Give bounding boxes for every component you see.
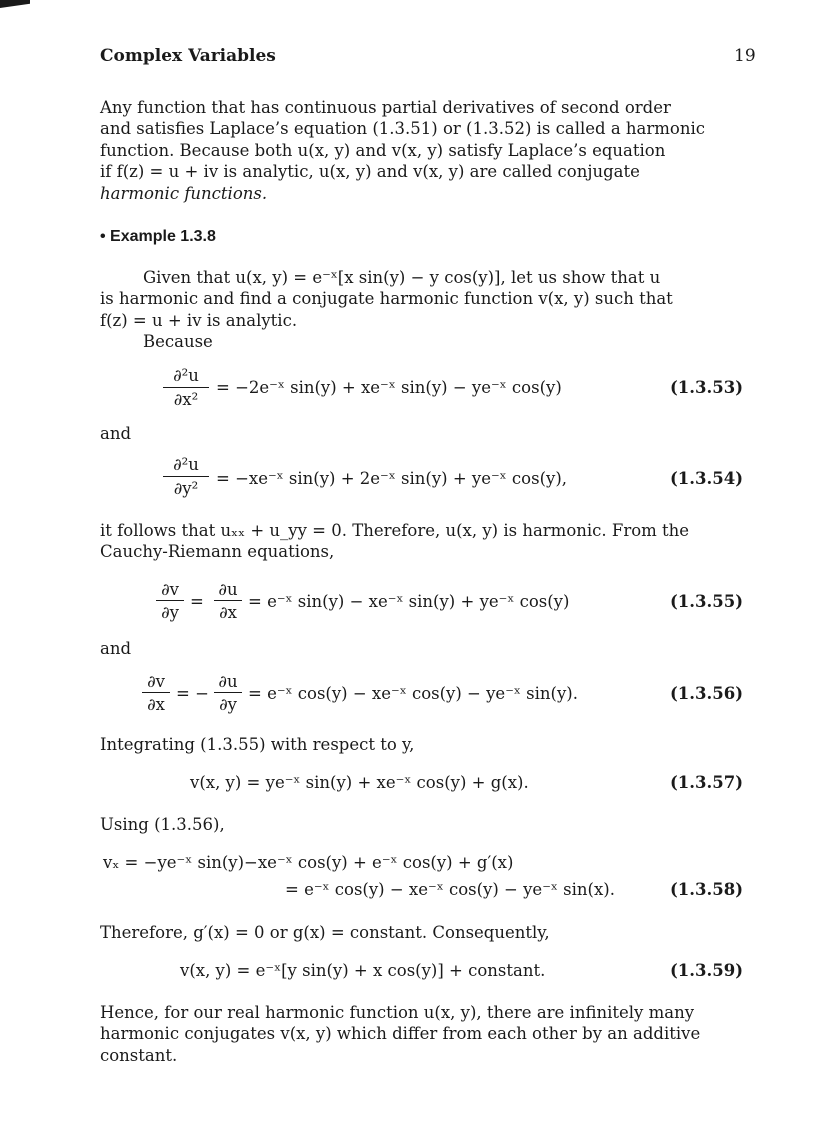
because-text: Because	[143, 332, 213, 351]
intro-line-1: Any function that has continuous partial derivatives of second order	[100, 98, 671, 117]
given-line-1: Given that u(x, y) = e⁻ˣ[x sin(y) − y cos(y)], let us show that u	[143, 268, 661, 287]
eq58-line-1: vₓ = −ye⁻ˣ sin(y)−xe⁻ˣ cos(y) + e⁻ˣ cos(y) + g′(x)	[103, 853, 514, 872]
eq55-dv: ∂v	[161, 580, 179, 599]
eq55-du: ∂u	[218, 580, 238, 599]
eq56-dx: ∂x	[147, 695, 165, 714]
eq54-number: (1.3.54)	[670, 469, 744, 488]
therefore-text: Therefore, g′(x) = 0 or g(x) = constant. Consequently,	[100, 923, 550, 942]
eq55-bar-2	[214, 600, 242, 601]
eq57-text: v(x, y) = ye⁻ˣ sin(y) + xe⁻ˣ cos(y) + g(x).	[190, 773, 529, 792]
eq53-rhs: = −2e⁻ˣ sin(y) + xe⁻ˣ sin(y) − ye⁻ˣ cos(y)	[216, 378, 562, 397]
eq58-line-2: = e⁻ˣ cos(y) − xe⁻ˣ cos(y) − ye⁻ˣ sin(x).	[285, 880, 615, 899]
and-text-2: and	[100, 639, 132, 658]
eq57-number: (1.3.57)	[670, 773, 744, 792]
eq53-fraction-bar	[163, 387, 209, 388]
eq55-dy: ∂y	[161, 603, 179, 622]
eq56-bar-2	[214, 692, 242, 693]
closing-line-3: constant.	[100, 1046, 178, 1065]
intro-line-5: harmonic functions.	[100, 184, 268, 203]
eq59-number: (1.3.59)	[670, 961, 744, 980]
intro-line-2: and satisfies Laplace’s equation (1.3.51) or (1.3.52) is called a harmonic	[100, 119, 705, 138]
eq54-fraction-bar	[163, 476, 209, 477]
eq56-rhs: = e⁻ˣ cos(y) − xe⁻ˣ cos(y) − ye⁻ˣ sin(y).	[248, 684, 578, 703]
integrating-text: Integrating (1.3.55) with respect to y,	[100, 735, 415, 754]
eq56-bar-1	[142, 692, 170, 693]
scan-corner-mark	[0, 0, 30, 8]
eq54-num: ∂²u	[173, 455, 199, 474]
closing-line-1: Hence, for our real harmonic function u(x, y), there are infinitely many	[100, 1003, 695, 1022]
page-number: 19	[734, 46, 756, 66]
eq55-rhs: = e⁻ˣ sin(y) − xe⁻ˣ sin(y) + ye⁻ˣ cos(y)	[248, 592, 570, 611]
given-line-3: f(z) = u + iv is analytic.	[100, 311, 298, 330]
eq58-number: (1.3.58)	[670, 880, 744, 899]
follows-line-2: Cauchy-Riemann equations,	[100, 542, 335, 561]
eq56-du: ∂u	[218, 672, 238, 691]
eq56-dy: ∂y	[219, 695, 237, 714]
follows-line-1: it follows that uₓₓ + u_yy = 0. Therefore, u(x, y) is harmonic. From the	[100, 521, 690, 540]
running-title: Complex Variables	[100, 46, 276, 66]
eq56-dv: ∂v	[147, 672, 165, 691]
using-text: Using (1.3.56),	[100, 815, 225, 834]
example-heading: • Example 1.3.8	[100, 228, 216, 245]
eq54-rhs: = −xe⁻ˣ sin(y) + 2e⁻ˣ sin(y) + ye⁻ˣ cos(y),	[216, 469, 568, 488]
closing-line-2: harmonic conjugates v(x, y) which differ from each other by an additive	[100, 1024, 701, 1043]
eq55-eq-sign: =	[190, 592, 204, 611]
eq56-eq-neg: = −	[176, 684, 209, 703]
eq55-dx: ∂x	[219, 603, 237, 622]
eq56-number: (1.3.56)	[670, 684, 744, 703]
eq53-number: (1.3.53)	[670, 378, 744, 397]
eq55-number: (1.3.55)	[670, 592, 744, 611]
intro-line-4: if f(z) = u + iv is analytic, u(x, y) and v(x, y) are called conjugate	[100, 162, 640, 181]
intro-line-3: function. Because both u(x, y) and v(x, y) satisfy Laplace’s equation	[100, 141, 666, 160]
eq54-den: ∂y²	[173, 479, 199, 498]
given-line-2: is harmonic and find a conjugate harmonic function v(x, y) such that	[100, 289, 673, 308]
eq53-den: ∂x²	[173, 390, 199, 409]
and-text-1: and	[100, 424, 132, 443]
eq53-num: ∂²u	[173, 366, 199, 385]
eq55-bar-1	[156, 600, 184, 601]
eq59-text: v(x, y) = e⁻ˣ[y sin(y) + x cos(y)] + constant.	[180, 961, 546, 980]
